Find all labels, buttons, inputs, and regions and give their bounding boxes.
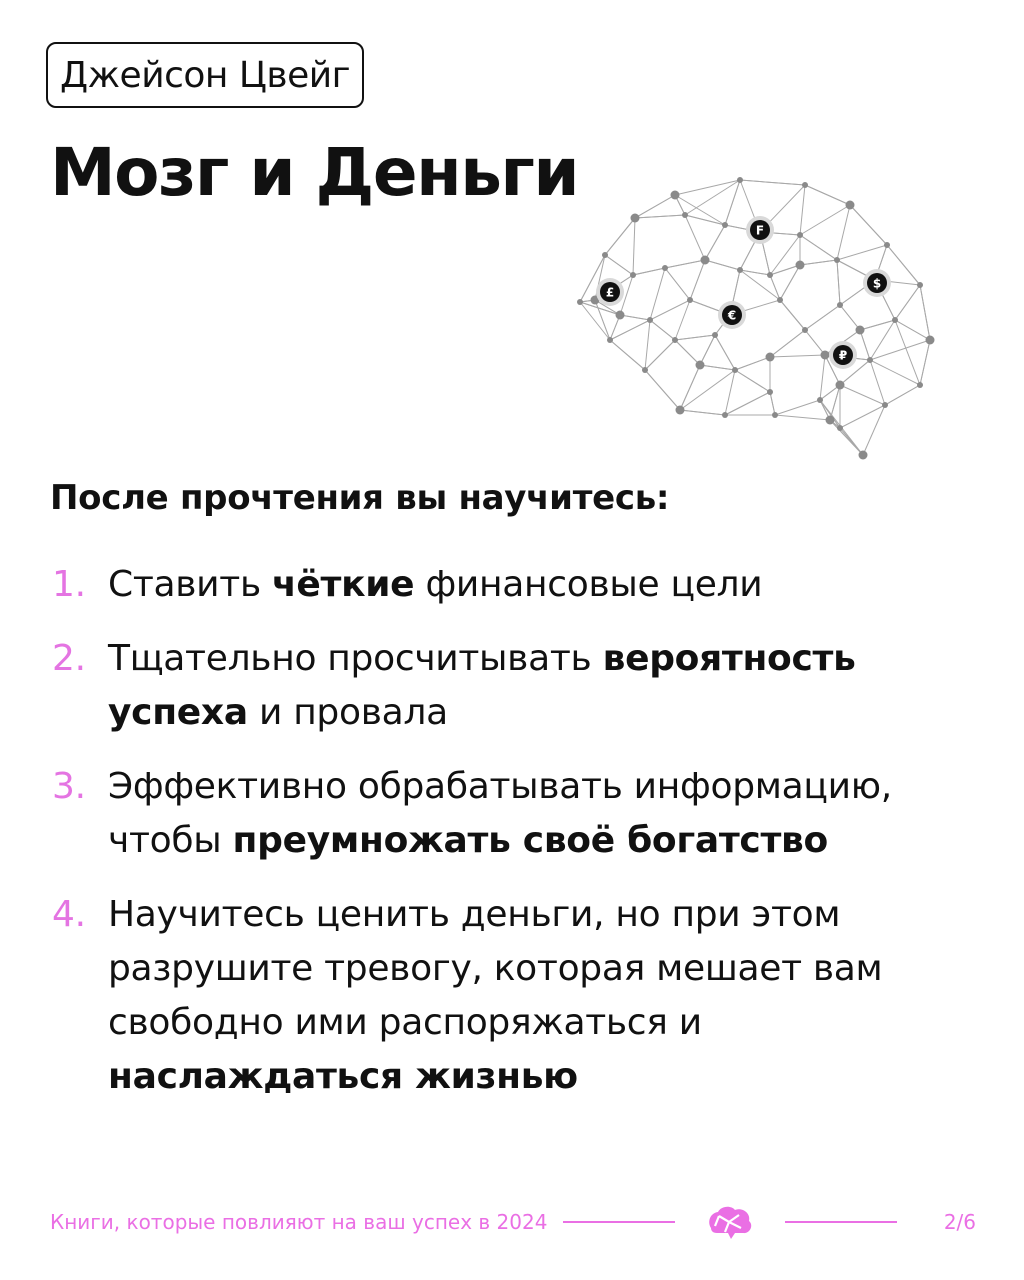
svg-text:F: F [755,223,765,238]
network-node [662,265,668,271]
item-text [108,760,982,868]
network-node [577,299,583,305]
network-link [920,285,930,340]
network-link [610,340,645,370]
book-title: Мозг и Деньги [50,134,579,211]
network-link [675,340,700,365]
network-link [837,245,887,260]
network-node [917,282,923,288]
item-text [108,558,982,612]
svg-text:£: £ [605,285,615,300]
network-node [737,177,743,183]
network-link [635,195,675,218]
network-node [846,201,855,210]
network-node [607,337,613,343]
network-node [917,382,923,388]
item-text-part: финансовые цели [414,564,763,605]
network-link [665,260,705,268]
network-node [737,267,743,273]
network-node [616,311,625,320]
network-link [725,180,740,225]
network-node [676,406,685,415]
network-link [800,205,850,235]
network-link [775,400,820,415]
network-node [882,402,888,408]
network-node [732,367,738,373]
item-text-part: Тщательно просчитывать [108,638,603,679]
network-node [802,182,808,188]
brain-network-icon [575,170,945,465]
network-link [685,180,740,215]
item-text-bold: наслаждаться жизнью [108,1056,578,1097]
svg-text:$: $ [872,276,882,291]
network-link [645,340,675,370]
network-link [650,320,675,340]
network-link [715,335,735,370]
item-text-bold: вероятность успеха [108,638,856,733]
network-node [696,361,705,370]
network-link [800,185,805,235]
network-link [837,260,840,305]
network-link [665,268,690,300]
network-node [856,326,865,335]
item-number: 2. [52,638,86,679]
author-name: Джейсон Цвейг [60,54,351,96]
network-node [836,381,845,390]
network-link [740,180,805,185]
network-link [605,218,635,255]
network-node [642,367,648,373]
network-node [802,327,808,333]
network-link [775,415,830,420]
network-node [834,257,840,263]
network-link [705,260,740,270]
network-link [770,235,800,275]
item-text [108,632,982,740]
svg-text:₽: ₽ [838,348,848,363]
network-link [680,370,735,410]
benefit-list [52,558,982,1124]
network-link [685,215,725,225]
network-link [830,420,863,455]
author-tag [46,42,364,108]
network-node [826,416,835,425]
page-number: 2/6 [943,1210,976,1234]
network-node [712,332,718,338]
currency-coin-icon [863,269,891,297]
network-link [770,330,805,357]
network-link [740,270,770,275]
network-node [671,191,680,200]
network-link [780,300,805,330]
network-link [633,268,665,275]
footer [50,1200,976,1244]
item-text-part: Эффективно обрабатывать информацию, чтобы [108,766,892,861]
network-node [672,337,678,343]
network-link [887,245,920,285]
network-node [867,357,873,363]
item-number: 1. [52,564,86,605]
network-link [650,268,665,320]
list-item [52,760,982,868]
network-node [772,412,778,418]
network-link [580,302,610,340]
currency-coin-icon [718,301,746,329]
network-node [687,297,693,303]
currency-coin-icon [746,216,774,244]
svg-text:€: € [727,308,737,323]
network-node [777,297,783,303]
footer-divider [785,1221,897,1223]
network-node [701,256,710,265]
network-node [796,261,805,270]
network-node [767,389,773,395]
network-link [725,392,770,415]
item-number: 4. [52,894,86,935]
network-link [633,218,635,275]
network-link [735,370,770,392]
network-link [895,320,930,340]
network-link [840,405,885,428]
network-link [610,320,650,340]
network-link [605,255,633,275]
network-link [805,305,840,330]
network-node [821,351,830,360]
network-link [805,330,825,355]
network-node [766,353,775,362]
network-node [647,317,653,323]
network-link [645,320,650,370]
network-node [926,336,935,345]
list-item [52,888,982,1104]
network-link [895,320,920,385]
network-node [797,232,803,238]
currency-coin-icon [829,341,857,369]
network-link [675,335,715,340]
network-node [722,222,728,228]
item-text-part: Ставить [108,564,273,605]
network-link [595,300,610,340]
network-link [800,260,837,265]
item-number: 3. [52,766,86,807]
network-link [805,185,850,205]
network-link [885,385,920,405]
network-link [770,392,775,415]
footer-divider [563,1221,675,1223]
footer-caption: Книги, которые повлияют на ваш успех в 2024 [50,1210,548,1234]
network-node [837,302,843,308]
network-link [920,340,930,385]
item-text-part: Научитесь ценить деньги, но при этом разрушите тревогу, которая мешает вам свободно ими распоряжаться и [108,894,883,1043]
network-node [602,252,608,258]
item-text-part: и провала [247,692,448,733]
currency-coin-icon [596,278,624,306]
network-node [859,451,868,460]
item-text-bold: преумножать своё богатство [232,820,828,861]
network-node [767,272,773,278]
network-node [884,242,890,248]
network-link [680,410,725,415]
network-node [682,212,688,218]
network-node [722,412,728,418]
network-node [817,397,823,403]
network-node [837,425,843,431]
network-link [735,357,770,370]
network-link [837,205,850,260]
network-link [770,355,825,357]
network-link [860,330,870,360]
network-link [690,260,705,300]
network-link [675,180,740,195]
network-link [820,355,825,400]
list-item [52,632,982,740]
network-link [800,235,837,260]
item-text [108,888,982,1104]
network-link [705,225,725,260]
network-link [870,340,930,360]
item-text-bold: чёткие [272,564,415,605]
brain-logo-icon [705,1204,755,1240]
network-link [685,215,705,260]
network-link [840,385,885,405]
network-link [863,405,885,455]
network-link [635,215,685,218]
network-link [895,285,920,320]
section-heading: После прочтения вы научитесь: [50,478,670,518]
network-link [645,370,680,410]
network-link [840,305,860,330]
network-node [630,272,636,278]
network-node [631,214,640,223]
list-item [52,558,982,612]
network-node [892,317,898,323]
network-link [620,315,650,320]
network-link [700,335,715,365]
network-link [850,205,887,245]
network-link [700,365,735,370]
